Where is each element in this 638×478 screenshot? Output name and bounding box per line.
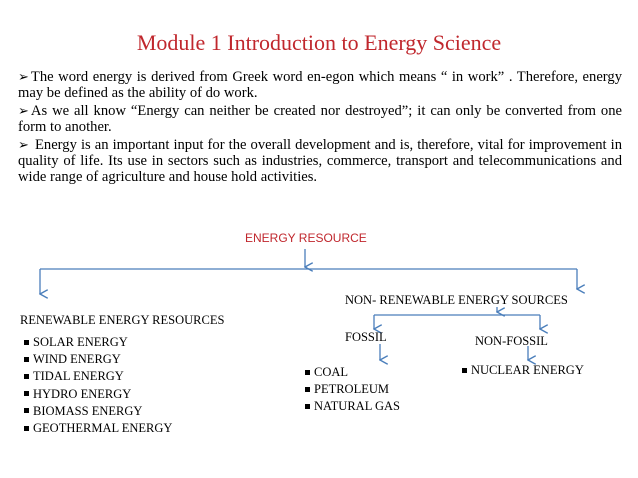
non-renewable-label: NON- RENEWABLE ENERGY SOURCES (345, 293, 568, 307)
non-fossil-label: NON-FOSSIL (475, 334, 548, 348)
list-item: NUCLEAR ENERGY (462, 362, 584, 379)
slide-title: Module 1 Introduction to Energy Science (136, 30, 502, 55)
energy-resource-label: ENERGY RESOURCE (245, 231, 367, 245)
renewable-list (24, 334, 172, 437)
fossil-list (305, 364, 400, 416)
square-bullet-icon (305, 370, 310, 375)
list-item: HYDRO ENERGY (24, 386, 172, 403)
bullet-item: ➢ Energy is an important input for the overall development and is, therefore, vital for improvement in quality of life. Its use in sectors such as industries, commerce, transport and telecommunications and wide range of agriculture and house hold activities. (18, 137, 622, 185)
fossil-label: FOSSIL (345, 330, 387, 344)
square-bullet-icon (305, 404, 310, 409)
square-bullet-icon (24, 408, 29, 413)
bullet-item: ➢ As we all know “Energy can neither be created nor destroyed”; it can only be converted from one form to another. (18, 103, 622, 135)
list-item: NATURAL GAS (305, 398, 400, 415)
square-bullet-icon (24, 340, 29, 345)
square-bullet-icon (24, 391, 29, 396)
non-fossil-list (462, 362, 584, 379)
list-item: PETROLEUM (305, 381, 400, 398)
renewable-label: RENEWABLE ENERGY RESOURCES (20, 313, 225, 327)
list-item: GEOTHERMAL ENERGY (24, 420, 172, 437)
arrow-bullet-icon: ➢ (18, 137, 29, 152)
bullet-item: ➢ The word energy is derived from Greek word en-egon which means “ in work” . Therefore, energy may be defined as the ability of do work. (18, 69, 622, 101)
list-item: TIDAL ENERGY (24, 368, 172, 385)
square-bullet-icon (24, 357, 29, 362)
list-item: BIOMASS ENERGY (24, 403, 172, 420)
arrow-bullet-icon: ➢ (18, 103, 29, 118)
square-bullet-icon (462, 368, 467, 373)
list-item: COAL (305, 364, 400, 381)
square-bullet-icon (305, 387, 310, 392)
list-item: SOLAR ENERGY (24, 334, 172, 351)
arrow-bullet-icon: ➢ (18, 69, 29, 84)
square-bullet-icon (24, 426, 29, 431)
list-item: WIND ENERGY (24, 351, 172, 368)
square-bullet-icon (24, 374, 29, 379)
